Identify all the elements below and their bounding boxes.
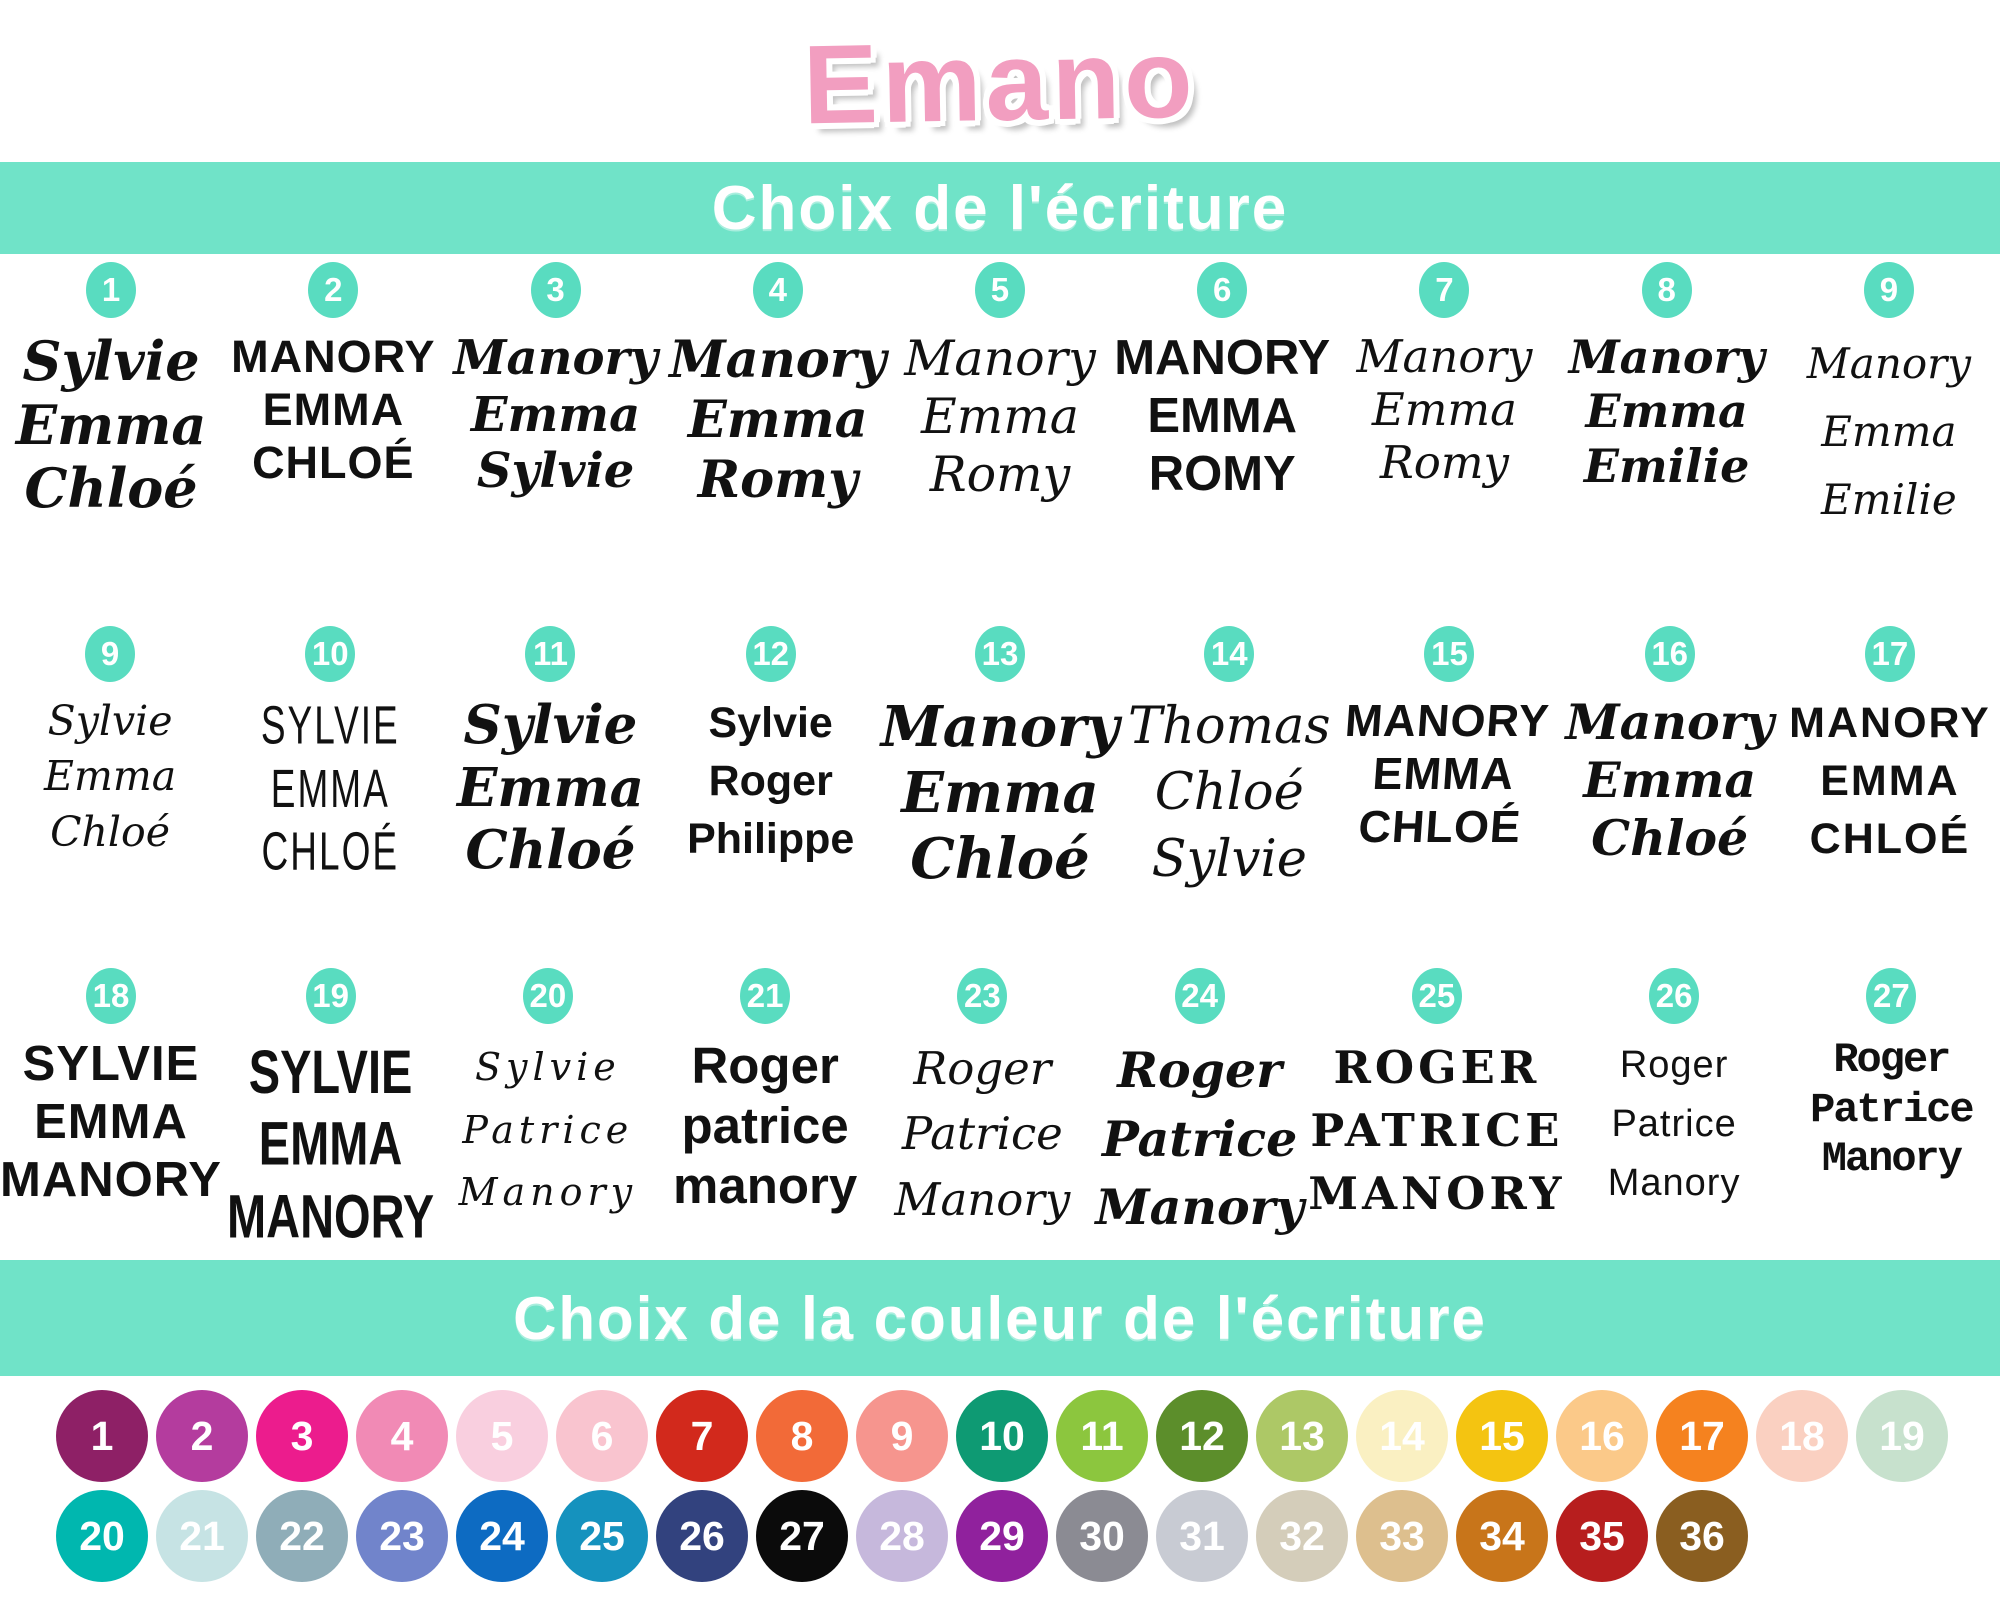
- font-number-badge: 7: [1419, 262, 1469, 318]
- font-option-8[interactable]: [1556, 254, 1778, 493]
- font-option-6[interactable]: [1111, 254, 1333, 503]
- banner-color-choice-label: Choix de la couleur de l'écriture: [513, 1284, 1487, 1352]
- font-row-3: [0, 960, 2000, 1260]
- font-sample-text: Sylvie Patrice Manory: [458, 1045, 638, 1215]
- font-option-9[interactable]: [1778, 254, 2000, 534]
- color-option-22[interactable]: 22: [256, 1490, 348, 1582]
- color-option-16[interactable]: 16: [1556, 1390, 1648, 1482]
- font-option-10[interactable]: [220, 618, 440, 882]
- font-sample-text: Manory Emma Romy: [904, 330, 1096, 503]
- font-sample-text: Roger Patrice Manory: [1810, 1036, 1973, 1184]
- font-number-badge: 9: [1864, 262, 1914, 318]
- color-option-12[interactable]: 12: [1156, 1390, 1248, 1482]
- font-sample-text: Manory Emma Emilie: [1806, 339, 1971, 525]
- font-number-badge: 26: [1649, 968, 1699, 1024]
- color-option-4[interactable]: 4: [356, 1390, 448, 1482]
- color-option-2[interactable]: 2: [156, 1390, 248, 1482]
- font-number-badge: 27: [1866, 968, 1916, 1024]
- font-option-27[interactable]: [1783, 960, 2000, 1185]
- font-row-2: [0, 618, 2000, 960]
- font-sample-text: SYLVIE EMMA MANORY: [227, 1037, 435, 1251]
- font-number-badge: 13: [975, 626, 1025, 682]
- font-number-badge: 5: [975, 262, 1025, 318]
- color-option-31[interactable]: 31: [1156, 1490, 1248, 1582]
- color-option-3[interactable]: 3: [256, 1390, 348, 1482]
- color-option-25[interactable]: 25: [556, 1490, 648, 1582]
- font-number-badge: 1: [86, 262, 136, 318]
- color-option-6[interactable]: 6: [556, 1390, 648, 1482]
- color-option-21[interactable]: 21: [156, 1490, 248, 1582]
- font-option-2[interactable]: [222, 254, 444, 489]
- color-option-35[interactable]: 35: [1556, 1490, 1648, 1582]
- font-option-9[interactable]: [0, 618, 220, 860]
- font-number-badge: 18: [86, 968, 136, 1024]
- font-option-21[interactable]: [656, 960, 873, 1217]
- color-option-9[interactable]: 9: [856, 1390, 948, 1482]
- font-sample-text: Manory Emma Chloé: [1565, 693, 1774, 867]
- font-option-25[interactable]: [1308, 960, 1565, 1225]
- font-option-19[interactable]: [222, 960, 439, 1251]
- font-sample-text: Sylvie Emma Chloé: [44, 697, 177, 856]
- font-number-badge: 23: [957, 968, 1007, 1024]
- font-sample-text: MANORY EMMA CHLOÉ: [1789, 699, 1991, 864]
- font-option-1[interactable]: [0, 254, 222, 521]
- font-number-badge: 15: [1424, 626, 1474, 682]
- color-option-19[interactable]: 19: [1856, 1390, 1948, 1482]
- font-sample-text: Manory Emma Romy: [669, 330, 887, 511]
- font-sample-text: Roger Patrice Manory: [894, 1042, 1071, 1226]
- font-sample-text: Manory Emma Emilie: [1568, 330, 1765, 493]
- font-sample-text: Sylvie Emma Chloé: [15, 329, 207, 521]
- color-option-34[interactable]: 34: [1456, 1490, 1548, 1582]
- font-number-badge: 8: [1642, 262, 1692, 318]
- color-option-5[interactable]: 5: [456, 1390, 548, 1482]
- font-option-17[interactable]: [1780, 618, 2000, 868]
- font-number-badge: 4: [753, 262, 803, 318]
- font-option-3[interactable]: [444, 254, 666, 500]
- font-option-20[interactable]: [439, 960, 656, 1224]
- color-option-15[interactable]: 15: [1456, 1390, 1548, 1482]
- color-option-27[interactable]: 27: [756, 1490, 848, 1582]
- color-option-30[interactable]: 30: [1056, 1490, 1148, 1582]
- font-number-badge: 25: [1412, 968, 1462, 1024]
- color-option-17[interactable]: 17: [1656, 1390, 1748, 1482]
- font-option-4[interactable]: [667, 254, 889, 511]
- font-sample-text: Roger patrice manory: [673, 1037, 858, 1215]
- font-option-18[interactable]: [0, 960, 222, 1209]
- color-option-20[interactable]: 20: [56, 1490, 148, 1582]
- font-number-badge: 10: [305, 626, 355, 682]
- logo-area: [0, 0, 2000, 162]
- font-option-14[interactable]: [1119, 618, 1339, 893]
- font-number-badge: 19: [306, 968, 356, 1024]
- font-option-13[interactable]: [881, 618, 1119, 892]
- font-option-15[interactable]: [1339, 618, 1559, 853]
- font-option-26[interactable]: [1565, 960, 1782, 1213]
- color-option-10[interactable]: 10: [956, 1390, 1048, 1482]
- font-number-badge: 3: [531, 262, 581, 318]
- font-sample-text: SYLVIE EMMA CHLOÉ: [260, 695, 400, 882]
- font-number-badge: 12: [746, 626, 796, 682]
- color-option-14[interactable]: 14: [1356, 1390, 1448, 1482]
- color-option-13[interactable]: 13: [1256, 1390, 1348, 1482]
- brand-logo: Emano: [802, 15, 1198, 147]
- font-sample-text: Thomas Chloé Sylvie: [1128, 697, 1331, 889]
- font-sample-text: Sylvie Emma Chloé: [457, 694, 644, 882]
- font-sample-text: Manory Emma Chloé: [880, 694, 1120, 893]
- color-option-18[interactable]: 18: [1756, 1390, 1848, 1482]
- color-options-grid: [0, 1376, 2000, 1582]
- color-option-7[interactable]: 7: [656, 1390, 748, 1482]
- font-number-badge: 17: [1865, 626, 1915, 682]
- font-number-badge: 24: [1175, 968, 1225, 1024]
- font-row-1: [0, 254, 2000, 618]
- font-option-24[interactable]: [1091, 960, 1308, 1242]
- color-option-32[interactable]: 32: [1256, 1490, 1348, 1582]
- font-number-badge: 21: [740, 968, 790, 1024]
- font-number-badge: 20: [523, 968, 573, 1024]
- font-sample-text: MANORY EMMA CHLOÉ: [1343, 695, 1552, 853]
- font-number-badge: 6: [1197, 262, 1247, 318]
- font-sample-text: Manory Emma Sylvie: [453, 330, 658, 500]
- font-options-grid: [0, 254, 2000, 1260]
- color-option-23[interactable]: 23: [356, 1490, 448, 1582]
- color-option-36[interactable]: 36: [1656, 1490, 1748, 1582]
- color-option-11[interactable]: 11: [1056, 1390, 1148, 1482]
- banner-font-choice-label: Choix de l'écriture: [711, 173, 1289, 243]
- font-sample-text: SYLVIE EMMA MANORY: [0, 1037, 222, 1207]
- font-sample-text: MANORY EMMA CHLOÉ: [231, 331, 436, 489]
- color-row-1: [0, 1390, 2000, 1482]
- font-number-badge: 14: [1204, 626, 1254, 682]
- color-row-2: [0, 1490, 2000, 1582]
- font-sample-text: MANORY EMMA ROMY: [1114, 331, 1331, 501]
- color-option-33[interactable]: 33: [1356, 1490, 1448, 1582]
- font-option-16[interactable]: [1560, 618, 1780, 867]
- font-option-11[interactable]: [440, 618, 660, 882]
- font-number-badge: 2: [308, 262, 358, 318]
- color-option-28[interactable]: 28: [856, 1490, 948, 1582]
- font-sample-text: Sylvie Roger Philippe: [687, 699, 855, 864]
- font-sample-text: Roger Patrice Manory: [1607, 1044, 1741, 1204]
- font-number-badge: 16: [1645, 626, 1695, 682]
- color-option-26[interactable]: 26: [656, 1490, 748, 1582]
- font-option-23[interactable]: [874, 960, 1091, 1232]
- banner-color-choice: [0, 1260, 2000, 1376]
- color-option-1[interactable]: 1: [56, 1390, 148, 1482]
- font-number-badge: 9: [85, 626, 135, 682]
- font-option-5[interactable]: [889, 254, 1111, 503]
- color-option-24[interactable]: 24: [456, 1490, 548, 1582]
- font-sample-text: Roger Patrice Manory: [1095, 1041, 1304, 1237]
- font-sample-text: Manory Emma Romy: [1356, 330, 1533, 490]
- color-option-29[interactable]: 29: [956, 1490, 1048, 1582]
- color-option-8[interactable]: 8: [756, 1390, 848, 1482]
- font-option-7[interactable]: [1333, 254, 1555, 489]
- font-number-badge: 11: [525, 626, 575, 682]
- banner-font-choice: [0, 162, 2000, 254]
- font-option-12[interactable]: [661, 618, 881, 868]
- font-sample-text: ROGER PATRICE MANORY: [1308, 1041, 1566, 1220]
